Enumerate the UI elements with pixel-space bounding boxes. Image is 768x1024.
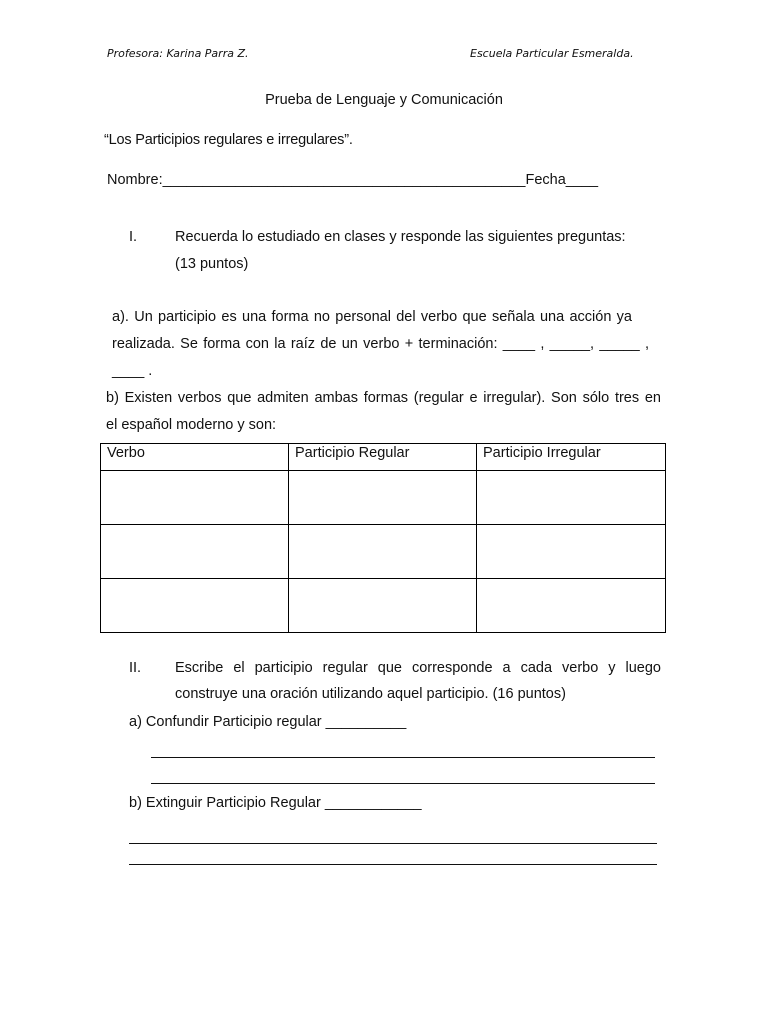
table-cell-verbo[interactable] [101, 471, 289, 525]
item-b-extinguir: b) Extinguir Participio Regular ____________ [129, 795, 422, 811]
section-2-instruction-line-2: construye una oración utilizando aquel participio. (16 puntos) [175, 686, 566, 702]
school-name: Escuela Particular Esmeralda. [470, 47, 634, 60]
table-row [101, 471, 666, 525]
item-a-confundir: a) Confundir Participio regular __________ [129, 714, 407, 730]
table-cell-participio-regular[interactable] [289, 525, 477, 579]
section-2-numeral: II. [129, 660, 142, 676]
question-b-line-2: el español moderno y son: [106, 417, 277, 433]
table-row [101, 525, 666, 579]
table-cell-participio-regular[interactable] [289, 471, 477, 525]
answer-line-a-1[interactable] [151, 757, 655, 758]
name-date-line: Nombre:_____________________________________________Fecha____ [107, 172, 599, 188]
section-2-instruction-line-1: Escribe el participio regular que corresponde a cada verbo y luego [175, 660, 661, 676]
table-header-participio-regular: Participio Regular [289, 444, 477, 471]
section-1-points: (13 puntos) [175, 256, 249, 272]
answer-line-b-1[interactable] [129, 843, 657, 844]
question-a-line-1: a). Un participio es una forma no personal del verbo que señala una acción ya [112, 309, 632, 325]
answer-line-b-2[interactable] [129, 864, 657, 865]
table-cell-participio-irregular[interactable] [477, 525, 666, 579]
table-cell-verbo[interactable] [101, 525, 289, 579]
table-cell-verbo[interactable] [101, 579, 289, 633]
table-cell-participio-irregular[interactable] [477, 579, 666, 633]
teacher-name: Profesora: Karina Parra Z. [107, 47, 249, 60]
section-1-numeral: I. [129, 229, 138, 245]
table-header-row [101, 444, 666, 471]
table-cell-participio-irregular[interactable] [477, 471, 666, 525]
participles-table [100, 443, 666, 633]
question-a-line-3: ____ . [112, 363, 153, 379]
answer-line-a-2[interactable] [151, 783, 655, 784]
section-1-instruction: Recuerda lo estudiado en clases y responde las siguientes preguntas: [175, 229, 626, 245]
table-header-verbo: Verbo [101, 444, 289, 471]
question-b-line-1: b) Existen verbos que admiten ambas formas (regular e irregular). Son sólo tres en [106, 390, 661, 406]
question-a-line-2: realizada. Se forma con la raíz de un verbo + terminación: ____ , _____, _____ , [112, 336, 649, 352]
table-header-participio-irregular: Participio Irregular [477, 444, 666, 471]
table-row [101, 579, 666, 633]
page-subtitle: “Los Participios regulares e irregulares”. [104, 132, 353, 148]
table-cell-participio-regular[interactable] [289, 579, 477, 633]
page-title: Prueba de Lenguaje y Comunicación [265, 92, 503, 108]
